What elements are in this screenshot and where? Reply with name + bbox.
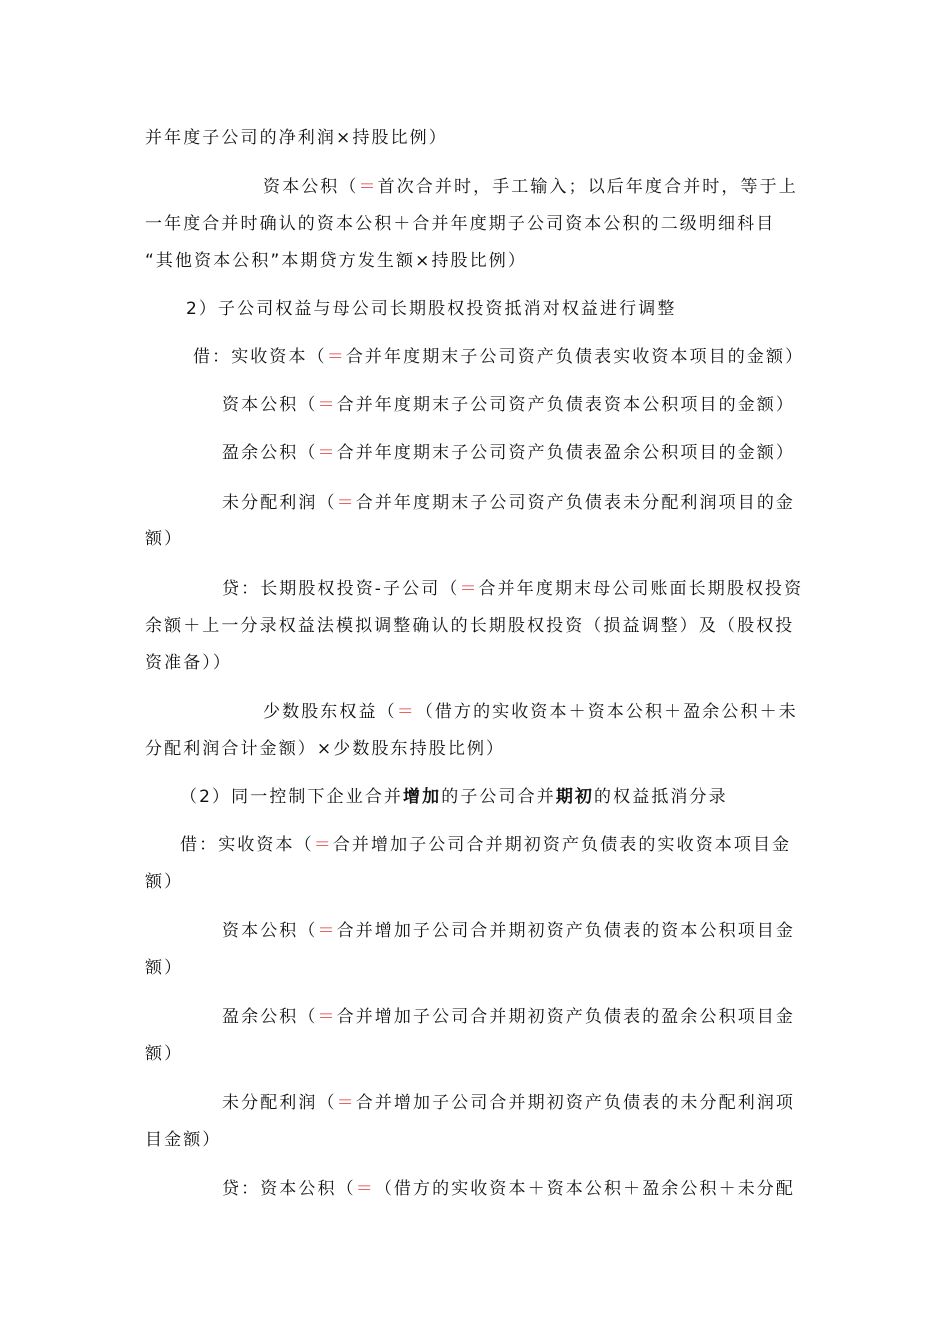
text-line: 资本公积（＝合并增加子公司合并期初资产负债表的资本公积项目金 bbox=[222, 921, 796, 941]
text-line: 目金额） bbox=[145, 1130, 222, 1150]
text-line: 资本公积（＝合并年度期末子公司资产负债表资本公积项目的金额） bbox=[222, 395, 796, 415]
text-line: 额） bbox=[145, 1044, 184, 1064]
text-line: 额） bbox=[145, 529, 184, 549]
text-line: 未分配利润（＝合并年度期末子公司资产负债表未分配利润项目的金 bbox=[222, 493, 796, 513]
text-line: 并年度子公司的净利润×持股比例） bbox=[145, 128, 448, 148]
text-line: 贷：资本公积（＝（借方的实收资本＋资本公积＋盈余公积＋未分配 bbox=[222, 1179, 796, 1199]
text-line: 盈余公积（＝合并增加子公司合并期初资产负债表的盈余公积项目金 bbox=[222, 1007, 796, 1027]
text-line: 额） bbox=[145, 872, 184, 892]
text-line: 借：实收资本（＝合并年度期末子公司资产负债表实收资本项目的金额） bbox=[193, 347, 805, 367]
text-line: “其他资本公积”本期贷方发生额×持股比例） bbox=[145, 251, 527, 271]
text-line: 一年度合并时确认的资本公积＋合并年度期子公司资本公积的二级明细科目 bbox=[145, 214, 776, 234]
text-line: 未分配利润（＝合并增加子公司合并期初资产负债表的未分配利润项 bbox=[222, 1093, 796, 1113]
text-line: 贷：长期股权投资-子公司（＝合并年度期末母公司账面长期股权投资 bbox=[222, 579, 804, 599]
text-line: 分配利润合计金额）×少数股东持股比例） bbox=[145, 739, 506, 759]
text-line: 盈余公积（＝合并年度期末子公司资产负债表盈余公积项目的金额） bbox=[222, 443, 796, 463]
text-line: 少数股东权益（＝（借方的实收资本＋资本公积＋盈余公积＋未 bbox=[263, 702, 798, 722]
text-line: 借：实收资本（＝合并增加子公司合并期初资产负债表的实收资本项目金 bbox=[180, 835, 792, 855]
text-line: 资准备）） bbox=[145, 653, 232, 673]
section-heading: 2）子公司权益与母公司长期股权投资抵消对权益进行调整 bbox=[186, 299, 677, 319]
text-line: 资本公积（＝首次合并时，手工输入；以后年度合并时，等于上 bbox=[263, 177, 798, 197]
text-line: 余额＋上一分录权益法模拟调整确认的长期股权投资（损益调整）及（股权投 bbox=[145, 616, 795, 636]
text-line: 额） bbox=[145, 958, 184, 978]
section-heading: （2）同一控制下企业合并增加的子公司合并期初的权益抵消分录 bbox=[180, 787, 728, 807]
